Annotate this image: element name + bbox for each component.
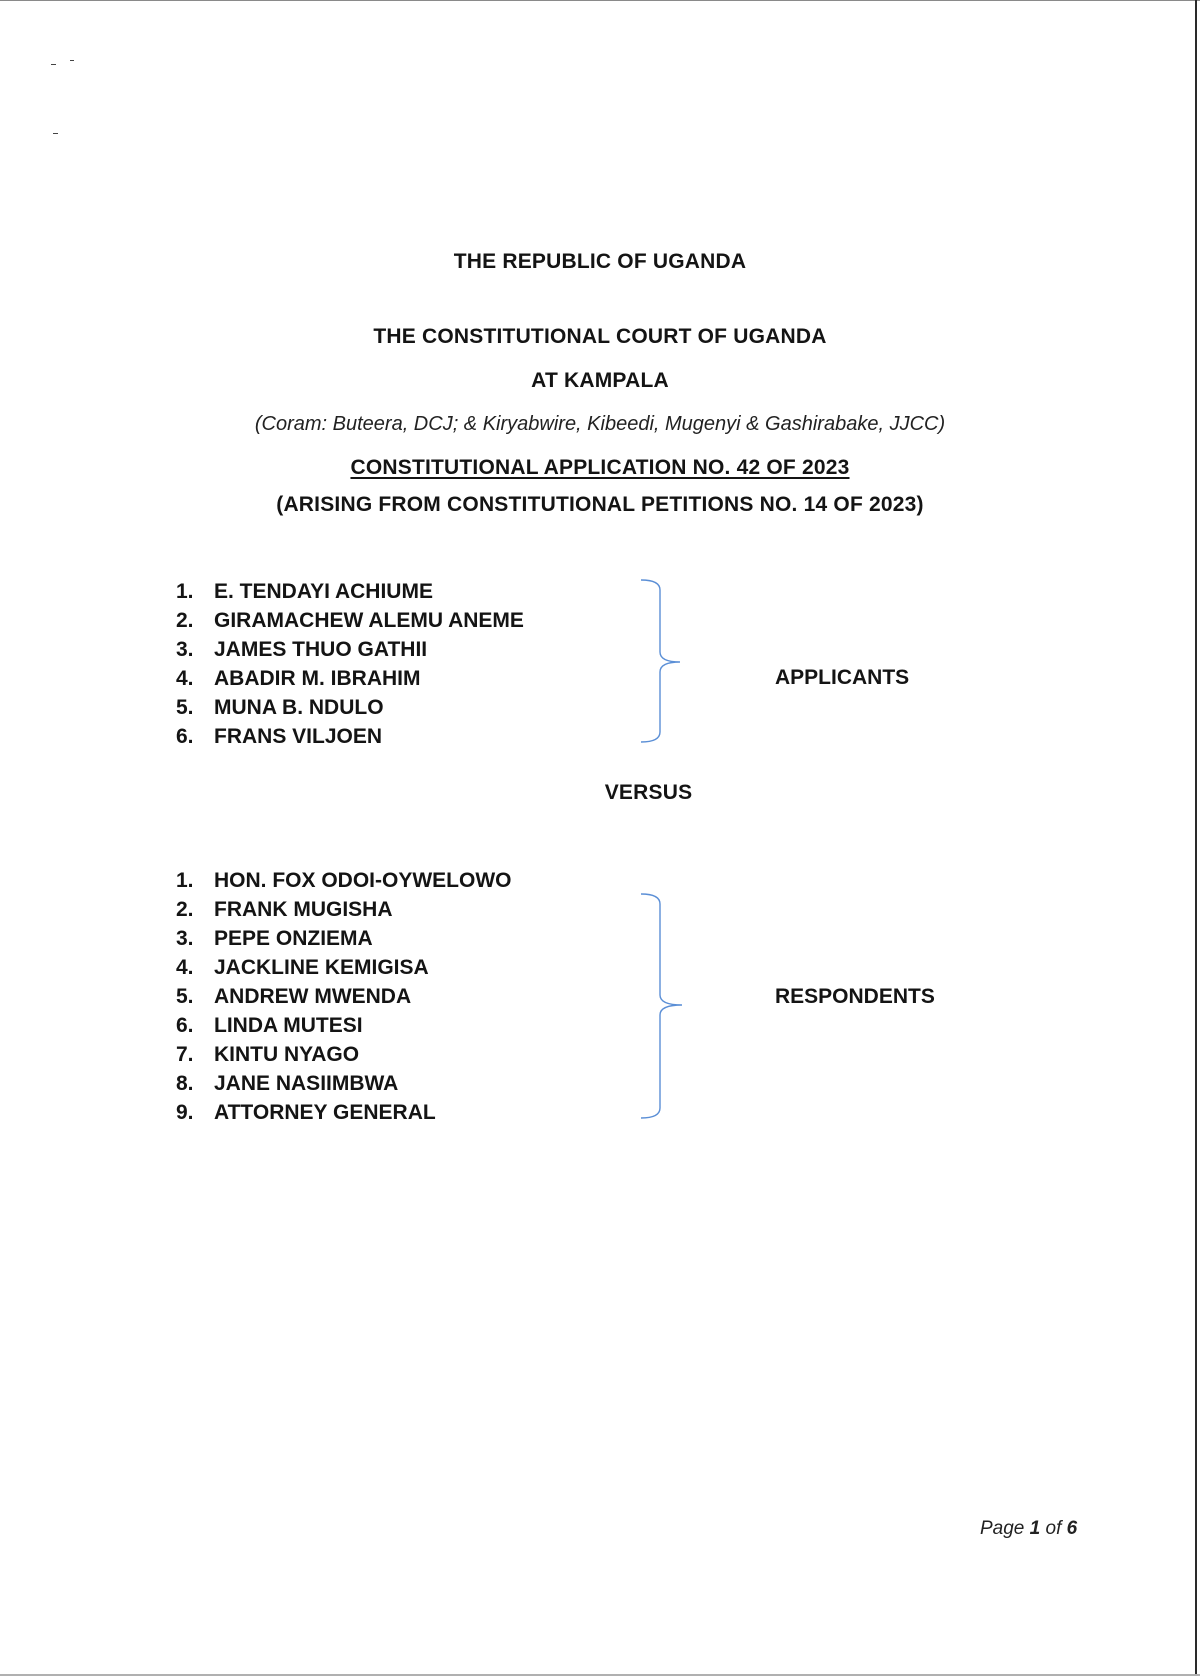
respondent-item bbox=[176, 895, 512, 924]
scan-speck bbox=[53, 133, 58, 134]
applicant-name: ABADIR M. IBRAHIM bbox=[214, 667, 421, 690]
respondent-number: 5. bbox=[176, 985, 194, 1008]
page-total: 6 bbox=[1066, 1518, 1078, 1539]
applicant-name: GIRAMACHEW ALEMU ANEME bbox=[214, 609, 524, 632]
respondents-brace bbox=[636, 890, 686, 1122]
respondent-item bbox=[176, 1040, 512, 1069]
scan-edge-top bbox=[0, 0, 1200, 1]
page-number bbox=[980, 1518, 1077, 1540]
applicant-number: 1. bbox=[176, 580, 194, 603]
page-word: Page bbox=[980, 1518, 1025, 1539]
application-number bbox=[0, 456, 1200, 480]
document-title: THE REPUBLIC OF UGANDA bbox=[453, 250, 747, 273]
respondent-name: ATTORNEY GENERAL bbox=[214, 1101, 436, 1124]
respondent-number: 3. bbox=[176, 927, 194, 950]
respondents-list bbox=[176, 866, 512, 1127]
respondent-name: LINDA MUTESI bbox=[214, 1014, 363, 1037]
respondent-number: 9. bbox=[176, 1101, 194, 1124]
respondent-number: 4. bbox=[176, 956, 194, 979]
respondent-name: PEPE ONZIEMA bbox=[214, 927, 373, 950]
applicant-name: E. TENDAYI ACHIUME bbox=[214, 580, 433, 603]
applicant-number: 5. bbox=[176, 696, 194, 719]
respondent-name: FRANK MUGISHA bbox=[214, 898, 393, 921]
respondent-item bbox=[176, 924, 512, 953]
respondent-number: 1. bbox=[176, 869, 194, 892]
of-word: of bbox=[1045, 1518, 1062, 1539]
applicants-brace bbox=[636, 576, 686, 746]
applicant-number: 3. bbox=[176, 638, 194, 661]
respondent-name: JANE NASIIMBWA bbox=[214, 1072, 399, 1095]
applicant-name: MUNA B. NDULO bbox=[214, 696, 384, 719]
court-name: THE CONSTITUTIONAL COURT OF UGANDA bbox=[373, 325, 827, 348]
respondent-item bbox=[176, 866, 512, 895]
respondent-item bbox=[176, 1011, 512, 1040]
applicants-list bbox=[176, 577, 524, 751]
respondent-item bbox=[176, 1098, 512, 1127]
applicant-item bbox=[176, 577, 524, 606]
applicant-name: FRANS VILJOEN bbox=[214, 725, 383, 748]
applicant-item bbox=[176, 635, 524, 664]
applicant-item bbox=[176, 606, 524, 635]
application-number-text: CONSTITUTIONAL APPLICATION NO. 42 OF 2023 bbox=[350, 456, 850, 479]
applicant-item bbox=[176, 693, 524, 722]
page-current: 1 bbox=[1029, 1518, 1041, 1539]
versus-divider: VERSUS bbox=[604, 781, 693, 804]
court-location: AT KAMPALA bbox=[531, 369, 669, 392]
applicant-number: 2. bbox=[176, 609, 194, 632]
respondent-name: JACKLINE KEMIGISA bbox=[214, 956, 429, 979]
respondent-name: KINTU NYAGO bbox=[214, 1043, 360, 1066]
respondent-number: 7. bbox=[176, 1043, 194, 1066]
respondent-item bbox=[176, 953, 512, 982]
applicants-label: APPLICANTS bbox=[775, 666, 910, 689]
respondents-label: RESPONDENTS bbox=[775, 985, 935, 1008]
respondent-item bbox=[176, 1069, 512, 1098]
applicant-item bbox=[176, 664, 524, 693]
arising-from: (ARISING FROM CONSTITUTIONAL PETITIONS NO. 14 OF 2023) bbox=[276, 493, 924, 516]
respondent-name: HON. FOX ODOI-OYWELOWO bbox=[214, 869, 512, 892]
respondent-name: ANDREW MWENDA bbox=[214, 985, 412, 1008]
applicant-number: 6. bbox=[176, 725, 194, 748]
respondent-number: 8. bbox=[176, 1072, 194, 1095]
applicant-item bbox=[176, 722, 524, 751]
respondent-number: 2. bbox=[176, 898, 194, 921]
applicant-number: 4. bbox=[176, 667, 194, 690]
applicant-name: JAMES THUO GATHII bbox=[214, 638, 428, 661]
respondent-number: 6. bbox=[176, 1014, 194, 1037]
scan-speck bbox=[51, 64, 56, 65]
coram-line: (Coram: Buteera, DCJ; & Kiryabwire, Kibeedi, Mugenyi & Gashirabake, JJCC) bbox=[254, 413, 946, 435]
respondent-item bbox=[176, 982, 512, 1011]
scan-speck bbox=[70, 60, 74, 61]
